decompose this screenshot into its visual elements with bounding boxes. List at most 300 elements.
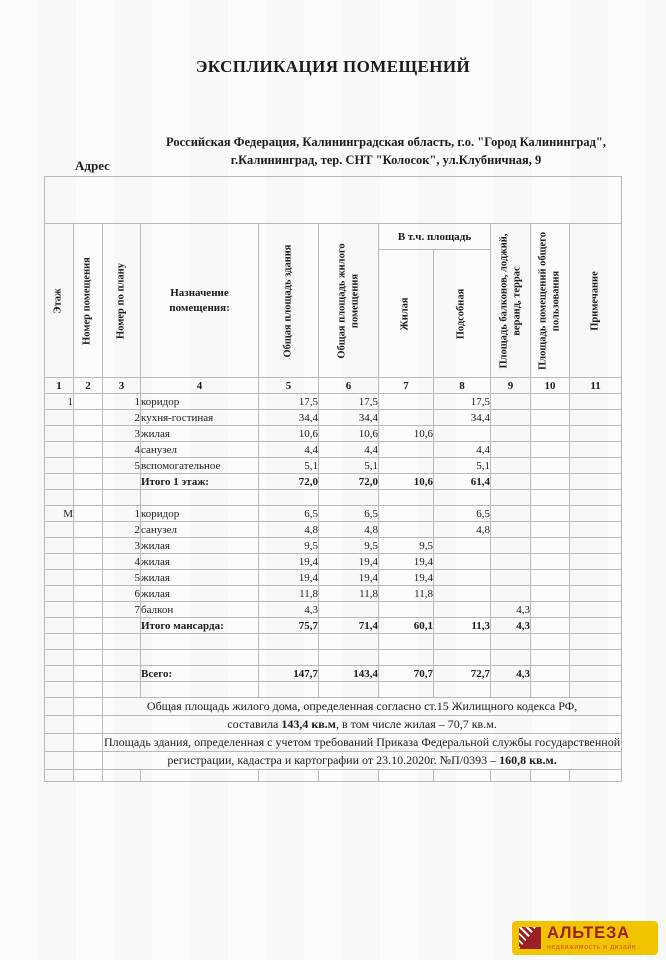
alteza-window-icon — [519, 927, 541, 949]
top-blank-band — [45, 177, 622, 224]
table-cell — [45, 666, 74, 682]
table-cell — [570, 586, 622, 602]
table-cell: 6 — [103, 586, 141, 602]
table-cell: жилая — [141, 586, 259, 602]
blank-row — [45, 650, 622, 666]
table-cell — [531, 522, 570, 538]
header-plan-number-label: Номер по плану — [115, 262, 127, 339]
table-cell — [531, 442, 570, 458]
table-cell — [74, 426, 103, 442]
table-cell — [379, 442, 434, 458]
table-cell: 72,0 — [259, 474, 319, 490]
table-cell — [319, 650, 379, 666]
table-row — [45, 522, 622, 538]
table-cell — [379, 522, 434, 538]
table-cell — [434, 586, 491, 602]
table-cell — [45, 650, 74, 666]
table-cell — [491, 682, 531, 698]
table-cell — [570, 394, 622, 410]
header-total-building-area — [259, 224, 319, 378]
table-cell: 10,6 — [259, 426, 319, 442]
table-cell — [74, 666, 103, 682]
table-row — [45, 426, 622, 442]
table-cell — [491, 410, 531, 426]
table-cell — [103, 634, 141, 650]
table-cell — [103, 770, 141, 782]
table-cell: 1 — [45, 394, 74, 410]
table-cell — [103, 618, 141, 634]
table-cell — [379, 634, 434, 650]
table-cell — [570, 442, 622, 458]
table-cell — [74, 442, 103, 458]
table-cell — [491, 538, 531, 554]
note-bold-value: 160,8 кв.м. — [499, 753, 557, 767]
table-cell — [103, 474, 141, 490]
table-cell: Итого 1 этаж: — [141, 474, 259, 490]
table-cell — [531, 570, 570, 586]
table-row — [45, 394, 622, 410]
table-cell: 34,4 — [434, 410, 491, 426]
address-label: Адрес — [75, 158, 110, 173]
table-cell: 4,4 — [319, 442, 379, 458]
table-cell — [45, 570, 74, 586]
note-text: , в том числе жилая – 70,7 кв.м. — [335, 717, 497, 731]
table-cell — [45, 458, 74, 474]
table-cell — [434, 770, 491, 782]
note-text: регистрации, кадастра и картографии от 23.10.2020г. №П/0393 – — [167, 753, 500, 767]
table-cell — [141, 634, 259, 650]
table-cell: жилая — [141, 554, 259, 570]
header-room-number — [74, 224, 103, 378]
table-cell: 61,4 — [434, 474, 491, 490]
table-cell: 6,5 — [434, 506, 491, 522]
header-purpose — [141, 224, 259, 378]
table-cell — [531, 410, 570, 426]
table-cell — [45, 770, 74, 782]
column-number: 4 — [141, 378, 259, 394]
table-cell: 60,1 — [379, 618, 434, 634]
notes-row — [45, 752, 622, 770]
table-cell: 19,4 — [259, 570, 319, 586]
table-cell — [103, 650, 141, 666]
table-cell: санузел — [141, 522, 259, 538]
column-number: 10 — [531, 378, 570, 394]
table-cell: 4,8 — [259, 522, 319, 538]
table-cell — [570, 490, 622, 506]
table-cell: 4,8 — [434, 522, 491, 538]
address-line-2: г.Калининград, тер. СНТ "Колосок", ул.Клубничная, 9 — [230, 153, 542, 168]
table-cell — [531, 618, 570, 634]
alteza-logo — [512, 921, 658, 955]
table-cell: 4,4 — [259, 442, 319, 458]
note-line-3: Площадь здания, определенная с учетом требований Приказа Федеральной службы государственной — [103, 734, 622, 752]
table-cell — [74, 618, 103, 634]
table-row — [45, 618, 622, 634]
table-cell — [74, 490, 103, 506]
table-cell — [319, 634, 379, 650]
header-incl-area-group: В т.ч. площадь — [379, 224, 491, 250]
table-cell — [570, 602, 622, 618]
table-cell: жилая — [141, 426, 259, 442]
table-cell — [45, 522, 74, 538]
table-cell — [45, 442, 74, 458]
header-floor-label: Этаж — [52, 287, 64, 314]
table-cell — [531, 394, 570, 410]
table-cell: 72,7 — [434, 666, 491, 682]
table-cell: 4,3 — [491, 618, 531, 634]
table-cell — [531, 586, 570, 602]
column-number: 2 — [74, 378, 103, 394]
table-cell: 19,4 — [379, 554, 434, 570]
column-number: 5 — [259, 378, 319, 394]
table-cell: 4 — [103, 442, 141, 458]
table-cell — [319, 770, 379, 782]
blank-row — [45, 634, 622, 650]
header-balcony-area-label: Площадь балконов, лоджий, веранд, террас — [497, 233, 522, 369]
table-cell: Итого мансарда: — [141, 618, 259, 634]
stub-cell — [45, 716, 74, 734]
alteza-logo-name: АЛЬТЕЗА — [547, 924, 630, 943]
table-cell — [74, 538, 103, 554]
column-number: 3 — [103, 378, 141, 394]
table-cell: 10,6 — [379, 474, 434, 490]
table-cell — [74, 458, 103, 474]
bottom-blank-row — [45, 770, 622, 782]
table-cell — [531, 602, 570, 618]
blank-band-cell — [45, 177, 622, 224]
table-cell — [570, 410, 622, 426]
table-cell: 147,7 — [259, 666, 319, 682]
table-cell — [570, 618, 622, 634]
table-cell — [531, 666, 570, 682]
table-cell — [74, 650, 103, 666]
table-cell: 10,6 — [319, 426, 379, 442]
table-cell — [379, 490, 434, 506]
table-row — [45, 570, 622, 586]
table-cell: балкон — [141, 602, 259, 618]
table-cell: 6,5 — [319, 506, 379, 522]
alteza-logo-tagline: недвижимость и дизайн — [547, 943, 637, 951]
table-cell: 19,4 — [259, 554, 319, 570]
table-cell: 9,5 — [259, 538, 319, 554]
table-cell — [45, 410, 74, 426]
table-cell — [491, 586, 531, 602]
header-auxiliary — [434, 250, 491, 378]
table-cell — [319, 682, 379, 698]
table-cell: 71,4 — [319, 618, 379, 634]
table-cell — [141, 490, 259, 506]
header-total-living-area — [319, 224, 379, 378]
table-cell — [531, 426, 570, 442]
blank-row — [45, 682, 622, 698]
table-cell: кухня-гостиная — [141, 410, 259, 426]
table-cell — [570, 458, 622, 474]
table-cell — [379, 650, 434, 666]
header-living — [379, 250, 434, 378]
table-row — [45, 538, 622, 554]
stub-cell — [74, 716, 103, 734]
table-cell: 34,4 — [319, 410, 379, 426]
table-cell — [434, 682, 491, 698]
table-cell: жилая — [141, 538, 259, 554]
table-cell — [531, 474, 570, 490]
table-cell: 19,4 — [319, 554, 379, 570]
table-cell — [531, 506, 570, 522]
table-cell: Всего: — [141, 666, 259, 682]
header-plan-number — [103, 224, 141, 378]
notes-row — [45, 716, 622, 734]
table-row — [45, 442, 622, 458]
table-cell — [379, 602, 434, 618]
table-cell — [491, 554, 531, 570]
table-cell — [379, 458, 434, 474]
table-cell — [434, 538, 491, 554]
table-cell: 4,8 — [319, 522, 379, 538]
table-cell — [141, 770, 259, 782]
table-cell — [141, 682, 259, 698]
table-cell: 5,1 — [434, 458, 491, 474]
table-cell — [491, 634, 531, 650]
table-cell — [45, 474, 74, 490]
table-cell: 72,0 — [319, 474, 379, 490]
page-title: ЭКСПЛИКАЦИЯ ПОМЕЩЕНИЙ — [195, 57, 471, 76]
table-cell — [434, 570, 491, 586]
table-cell — [259, 634, 319, 650]
table-cell: 5,1 — [319, 458, 379, 474]
table-cell — [531, 634, 570, 650]
note-line-1: Общая площадь жилого дома, определенная согласно ст.15 Жилищного кодекса РФ, — [103, 698, 622, 716]
table-cell: 4,3 — [259, 602, 319, 618]
table-cell — [379, 682, 434, 698]
stub-cell — [74, 752, 103, 770]
table-cell — [531, 458, 570, 474]
table-cell — [491, 458, 531, 474]
table-cell — [570, 682, 622, 698]
table-cell — [531, 554, 570, 570]
note-line-2 — [103, 716, 622, 734]
table-cell — [491, 522, 531, 538]
table-cell: 19,4 — [319, 570, 379, 586]
column-number: 1 — [45, 378, 74, 394]
stub-cell — [45, 752, 74, 770]
table-cell — [379, 410, 434, 426]
table-cell: 4,4 — [434, 442, 491, 458]
table-cell: санузел — [141, 442, 259, 458]
table-body — [45, 394, 622, 698]
table-cell: 9,5 — [379, 538, 434, 554]
table-row — [45, 666, 622, 682]
table-cell — [74, 586, 103, 602]
table-cell — [45, 586, 74, 602]
table-cell: 2 — [103, 410, 141, 426]
table-cell — [45, 682, 74, 698]
table-cell: 75,7 — [259, 618, 319, 634]
table-row — [45, 458, 622, 474]
table-cell — [103, 666, 141, 682]
table-row — [45, 602, 622, 618]
table-cell — [434, 650, 491, 666]
header-auxiliary-label: Подсобная — [455, 288, 467, 339]
table-cell — [491, 650, 531, 666]
table-cell — [45, 554, 74, 570]
table-cell — [74, 522, 103, 538]
table-cell: 4 — [103, 554, 141, 570]
table-cell — [434, 426, 491, 442]
note-text: составила — [227, 717, 282, 731]
table-cell — [570, 554, 622, 570]
table-cell — [74, 602, 103, 618]
table-cell — [259, 682, 319, 698]
table-cell — [319, 602, 379, 618]
table-row — [45, 554, 622, 570]
table-cell: М — [45, 506, 74, 522]
table-cell — [570, 474, 622, 490]
table-cell — [45, 426, 74, 442]
table-cell: 4,3 — [491, 602, 531, 618]
note-bold-value: 143,4 кв.м — [281, 717, 336, 731]
table-cell — [531, 770, 570, 782]
header-total-living-area-label: Общая площадь жилого помещения — [335, 242, 360, 359]
table-cell — [45, 490, 74, 506]
table-cell: 17,5 — [319, 394, 379, 410]
table-cell — [491, 506, 531, 522]
table-cell: коридор — [141, 394, 259, 410]
table-cell: 7 — [103, 602, 141, 618]
blank-row — [45, 490, 622, 506]
table-cell — [434, 490, 491, 506]
table-cell — [570, 666, 622, 682]
table-cell: 11,8 — [259, 586, 319, 602]
table-cell — [259, 770, 319, 782]
notes-row — [45, 698, 622, 716]
table-cell: 143,4 — [319, 666, 379, 682]
table-cell — [379, 506, 434, 522]
explication-table — [44, 176, 622, 782]
table-cell: 2 — [103, 522, 141, 538]
address-line-1: Российская Федерация, Калининградская область, г.о. "Город Калининград", — [166, 135, 606, 149]
table-cell: 9,5 — [319, 538, 379, 554]
table-cell — [74, 770, 103, 782]
table-cell — [259, 650, 319, 666]
table-cell: 19,4 — [379, 570, 434, 586]
table-row — [45, 506, 622, 522]
stub-cell — [74, 734, 103, 752]
table-cell — [491, 770, 531, 782]
table-cell: 17,5 — [259, 394, 319, 410]
table-cell — [570, 538, 622, 554]
table-cell — [379, 394, 434, 410]
table-cell — [491, 490, 531, 506]
table-cell: 11,8 — [379, 586, 434, 602]
table-cell: 5,1 — [259, 458, 319, 474]
table-cell — [103, 682, 141, 698]
table-cell: 11,3 — [434, 618, 491, 634]
header-floor — [45, 224, 74, 378]
header-living-label: Жилая — [399, 296, 411, 331]
table-cell: 3 — [103, 538, 141, 554]
stub-cell — [45, 734, 74, 752]
table-cell — [434, 634, 491, 650]
table-row — [45, 474, 622, 490]
table-cell — [74, 554, 103, 570]
table-cell — [45, 538, 74, 554]
column-number: 7 — [379, 378, 434, 394]
table-row — [45, 410, 622, 426]
table-cell — [491, 426, 531, 442]
column-numbers-row — [45, 378, 622, 394]
table-cell — [570, 506, 622, 522]
table-cell: 1 — [103, 506, 141, 522]
table-cell — [259, 490, 319, 506]
table-cell — [74, 394, 103, 410]
table-cell: 10,6 — [379, 426, 434, 442]
table-cell — [570, 426, 622, 442]
table-cell — [45, 602, 74, 618]
table-cell — [491, 570, 531, 586]
header-note — [570, 224, 622, 378]
table-cell: 1 — [103, 394, 141, 410]
header-common-area — [531, 224, 570, 378]
table-cell — [531, 538, 570, 554]
table-notes — [45, 698, 622, 782]
stub-cell — [74, 698, 103, 716]
table-cell: 6,5 — [259, 506, 319, 522]
table-cell: 4,3 — [491, 666, 531, 682]
table-cell — [570, 770, 622, 782]
table-cell — [74, 410, 103, 426]
note-line-4 — [103, 752, 622, 770]
table-cell — [570, 634, 622, 650]
alteza-logo-text — [547, 925, 636, 951]
table-cell — [45, 634, 74, 650]
table-cell: 17,5 — [434, 394, 491, 410]
table-cell — [570, 522, 622, 538]
header-balcony-area — [491, 224, 531, 378]
column-number: 6 — [319, 378, 379, 394]
header-purpose-label: Назначение помещения: — [169, 286, 230, 314]
table-cell — [74, 474, 103, 490]
header-common-area-label: Площадь помещений общего пользования — [537, 231, 561, 370]
table-cell — [491, 394, 531, 410]
header-note-label: Примечание — [589, 270, 601, 331]
table-cell — [74, 634, 103, 650]
header-row-group — [45, 224, 622, 250]
stub-cell — [45, 698, 74, 716]
table-cell — [45, 618, 74, 634]
table-cell — [570, 650, 622, 666]
table-cell: 3 — [103, 426, 141, 442]
table-cell — [531, 682, 570, 698]
table-cell — [379, 770, 434, 782]
header-room-number-label: Номер помещения — [81, 256, 93, 345]
table-cell: 5 — [103, 570, 141, 586]
header-total-building-area-label: Общая площадь здания — [282, 244, 294, 358]
column-number: 11 — [570, 378, 622, 394]
table-cell — [491, 442, 531, 458]
table-cell: жилая — [141, 570, 259, 586]
table-cell — [434, 554, 491, 570]
table-cell — [74, 570, 103, 586]
table-cell: 34,4 — [259, 410, 319, 426]
table-cell — [491, 474, 531, 490]
table-cell: коридор — [141, 506, 259, 522]
table-cell: вспомогательное — [141, 458, 259, 474]
column-number: 9 — [491, 378, 531, 394]
address-value — [140, 133, 632, 169]
table-cell — [570, 570, 622, 586]
notes-row — [45, 734, 622, 752]
table-cell: 5 — [103, 458, 141, 474]
